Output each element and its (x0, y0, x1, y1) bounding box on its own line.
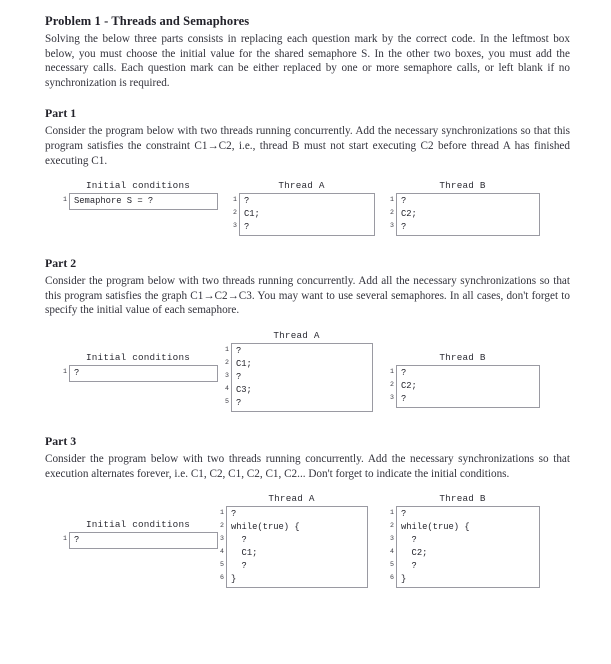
code-line: ? (401, 509, 407, 520)
box-caption: Initial conditions (85, 519, 191, 531)
code-area[interactable] (239, 193, 375, 236)
line-number-gutter (385, 506, 396, 588)
line-number: 2 (233, 209, 237, 217)
box-caption: Initial conditions (85, 180, 191, 192)
code-line: C3; (236, 384, 252, 395)
box-caption: Thread B (439, 180, 486, 192)
initial-conditions-box[interactable] (58, 365, 218, 382)
code-area[interactable] (396, 193, 540, 236)
thread-a-box[interactable] (228, 193, 375, 236)
box-caption: Thread A (278, 180, 325, 192)
intro-paragraph: Solving the below three parts consists in replacing each question mark by the correct code. In the leftmost box below, you must choose the initial value for the shared semaphore S. In the other two boxes, you must add the necessary calls. Each question mark can be either replaced by one or more semaphore calls, or left blank if no synchronization is required. (45, 33, 570, 89)
line-number: 2 (220, 522, 224, 530)
line-number: 1 (390, 367, 394, 375)
line-number: 1 (390, 196, 394, 204)
line-number: 3 (220, 535, 224, 543)
line-number: 2 (390, 209, 394, 217)
box-caption: Thread B (439, 493, 486, 505)
initial-conditions-box[interactable] (58, 193, 218, 210)
document-page (45, 14, 570, 597)
thread-a-box[interactable] (215, 506, 368, 588)
line-number: 3 (233, 222, 237, 230)
code-line: C1; (231, 548, 258, 559)
part-1-paragraph: Consider the program below with two threads running concurrently. Add the necessary synchronizations so that this program satisfies the constraint C1→C2, i.e., thread B must not start executing C2 before thread A has finished executing C1. (45, 125, 570, 167)
code-area[interactable] (69, 532, 218, 549)
code-line: C2; (401, 548, 428, 559)
box-caption: Thread A (273, 329, 320, 341)
part-2-paragraph: Consider the program below with two threads running concurrently. Add all the necessary synchronizations so that this program satisfies the graph C1→C2→C3. You may want to use several semaphores. In all cases, don't forget to specify the initial value of each semaphore. (45, 275, 570, 317)
code-line: while(true) { (231, 522, 300, 533)
line-number: 5 (390, 561, 394, 569)
part-2-heading: Part 2 (45, 256, 77, 271)
code-area[interactable] (226, 506, 368, 588)
code-line: ? (244, 196, 250, 207)
box-caption: Thread A (268, 493, 315, 505)
code-area[interactable] (231, 343, 373, 412)
code-area[interactable] (396, 365, 540, 408)
code-line: ? (401, 367, 407, 378)
line-number: 3 (390, 535, 394, 543)
line-number-gutter (215, 506, 226, 588)
line-number: 4 (225, 384, 229, 392)
part-3-heading: Part 3 (45, 433, 77, 448)
code-line: ? (74, 367, 80, 378)
line-number: 4 (220, 548, 224, 556)
code-line: ? (401, 222, 407, 233)
line-number: 1 (63, 367, 67, 375)
code-line: ? (401, 535, 417, 546)
thread-b-box[interactable] (385, 506, 540, 588)
part-3-thread-a-group (215, 493, 368, 588)
initial-conditions-box[interactable] (58, 532, 218, 549)
line-number: 5 (220, 561, 224, 569)
part-3-initial-conditions-group (58, 519, 218, 549)
code-line: ? (231, 535, 247, 546)
line-number: 6 (390, 574, 394, 582)
line-number: 2 (225, 358, 229, 366)
part-2-initial-conditions-group (58, 352, 218, 382)
code-line: } (401, 574, 407, 585)
code-line: ? (401, 196, 407, 207)
part-1-boxes (45, 180, 570, 242)
part-1-section (45, 106, 570, 242)
part-1-thread-a-group (228, 180, 375, 236)
line-number: 6 (220, 574, 224, 582)
line-number-gutter (58, 193, 69, 210)
line-number: 1 (63, 196, 67, 204)
line-number-gutter (58, 365, 69, 382)
thread-a-box[interactable] (220, 343, 373, 412)
code-line: ? (401, 561, 417, 572)
line-number-gutter (385, 193, 396, 236)
code-line: while(true) { (401, 522, 470, 533)
thread-b-box[interactable] (385, 193, 540, 236)
line-number: 1 (390, 509, 394, 517)
line-number: 5 (225, 397, 229, 405)
part-3-thread-b-group (385, 493, 540, 588)
code-line: Semaphore S = ? (74, 196, 154, 207)
code-line: ? (231, 509, 237, 520)
part-2-thread-a-group (220, 330, 373, 412)
line-number-gutter (385, 365, 396, 408)
part-2-section (45, 256, 570, 420)
line-number-gutter (220, 343, 231, 412)
code-line: ? (244, 222, 250, 233)
code-line: C1; (244, 209, 260, 220)
part-3-paragraph: Consider the program below with two threads running concurrently. Add the necessary synchronizations so that execution alternates forever, i.e. C1, C2, C1, C2, C1, C2... Don't forget to indicate the initial conditions. (45, 452, 570, 480)
line-number: 4 (390, 548, 394, 556)
part-3-boxes (45, 493, 570, 597)
line-number: 2 (390, 380, 394, 388)
line-number: 1 (63, 535, 67, 543)
part-3-section (45, 434, 570, 597)
code-line: C1; (236, 358, 252, 369)
code-line: ? (231, 561, 247, 572)
thread-b-box[interactable] (385, 365, 540, 408)
line-number-gutter (228, 193, 239, 236)
part-1-heading: Part 1 (45, 106, 77, 121)
code-line: ? (236, 345, 242, 356)
code-line: } (231, 574, 237, 585)
line-number: 1 (225, 345, 229, 353)
code-line: C2; (401, 209, 417, 220)
box-caption: Thread B (439, 351, 486, 363)
code-line: ? (74, 535, 80, 546)
line-number: 3 (390, 222, 394, 230)
line-number: 3 (225, 371, 229, 379)
part-2-boxes (45, 330, 570, 420)
part-1-thread-b-group (385, 180, 540, 236)
code-line: ? (236, 397, 242, 408)
part-1-initial-conditions-group (58, 180, 218, 210)
line-number: 1 (220, 509, 224, 517)
line-number: 3 (390, 393, 394, 401)
part-2-thread-b-group (385, 352, 540, 408)
code-area[interactable] (396, 506, 540, 588)
code-line: ? (401, 393, 407, 404)
code-area[interactable] (69, 193, 218, 210)
line-number: 1 (233, 196, 237, 204)
line-number: 2 (390, 522, 394, 530)
code-line: ? (236, 371, 242, 382)
line-number-gutter (58, 532, 69, 549)
page-title: Problem 1 - Threads and Semaphores (45, 14, 250, 28)
code-line: C2; (401, 380, 417, 391)
code-area[interactable] (69, 365, 218, 382)
box-caption: Initial conditions (85, 351, 191, 363)
